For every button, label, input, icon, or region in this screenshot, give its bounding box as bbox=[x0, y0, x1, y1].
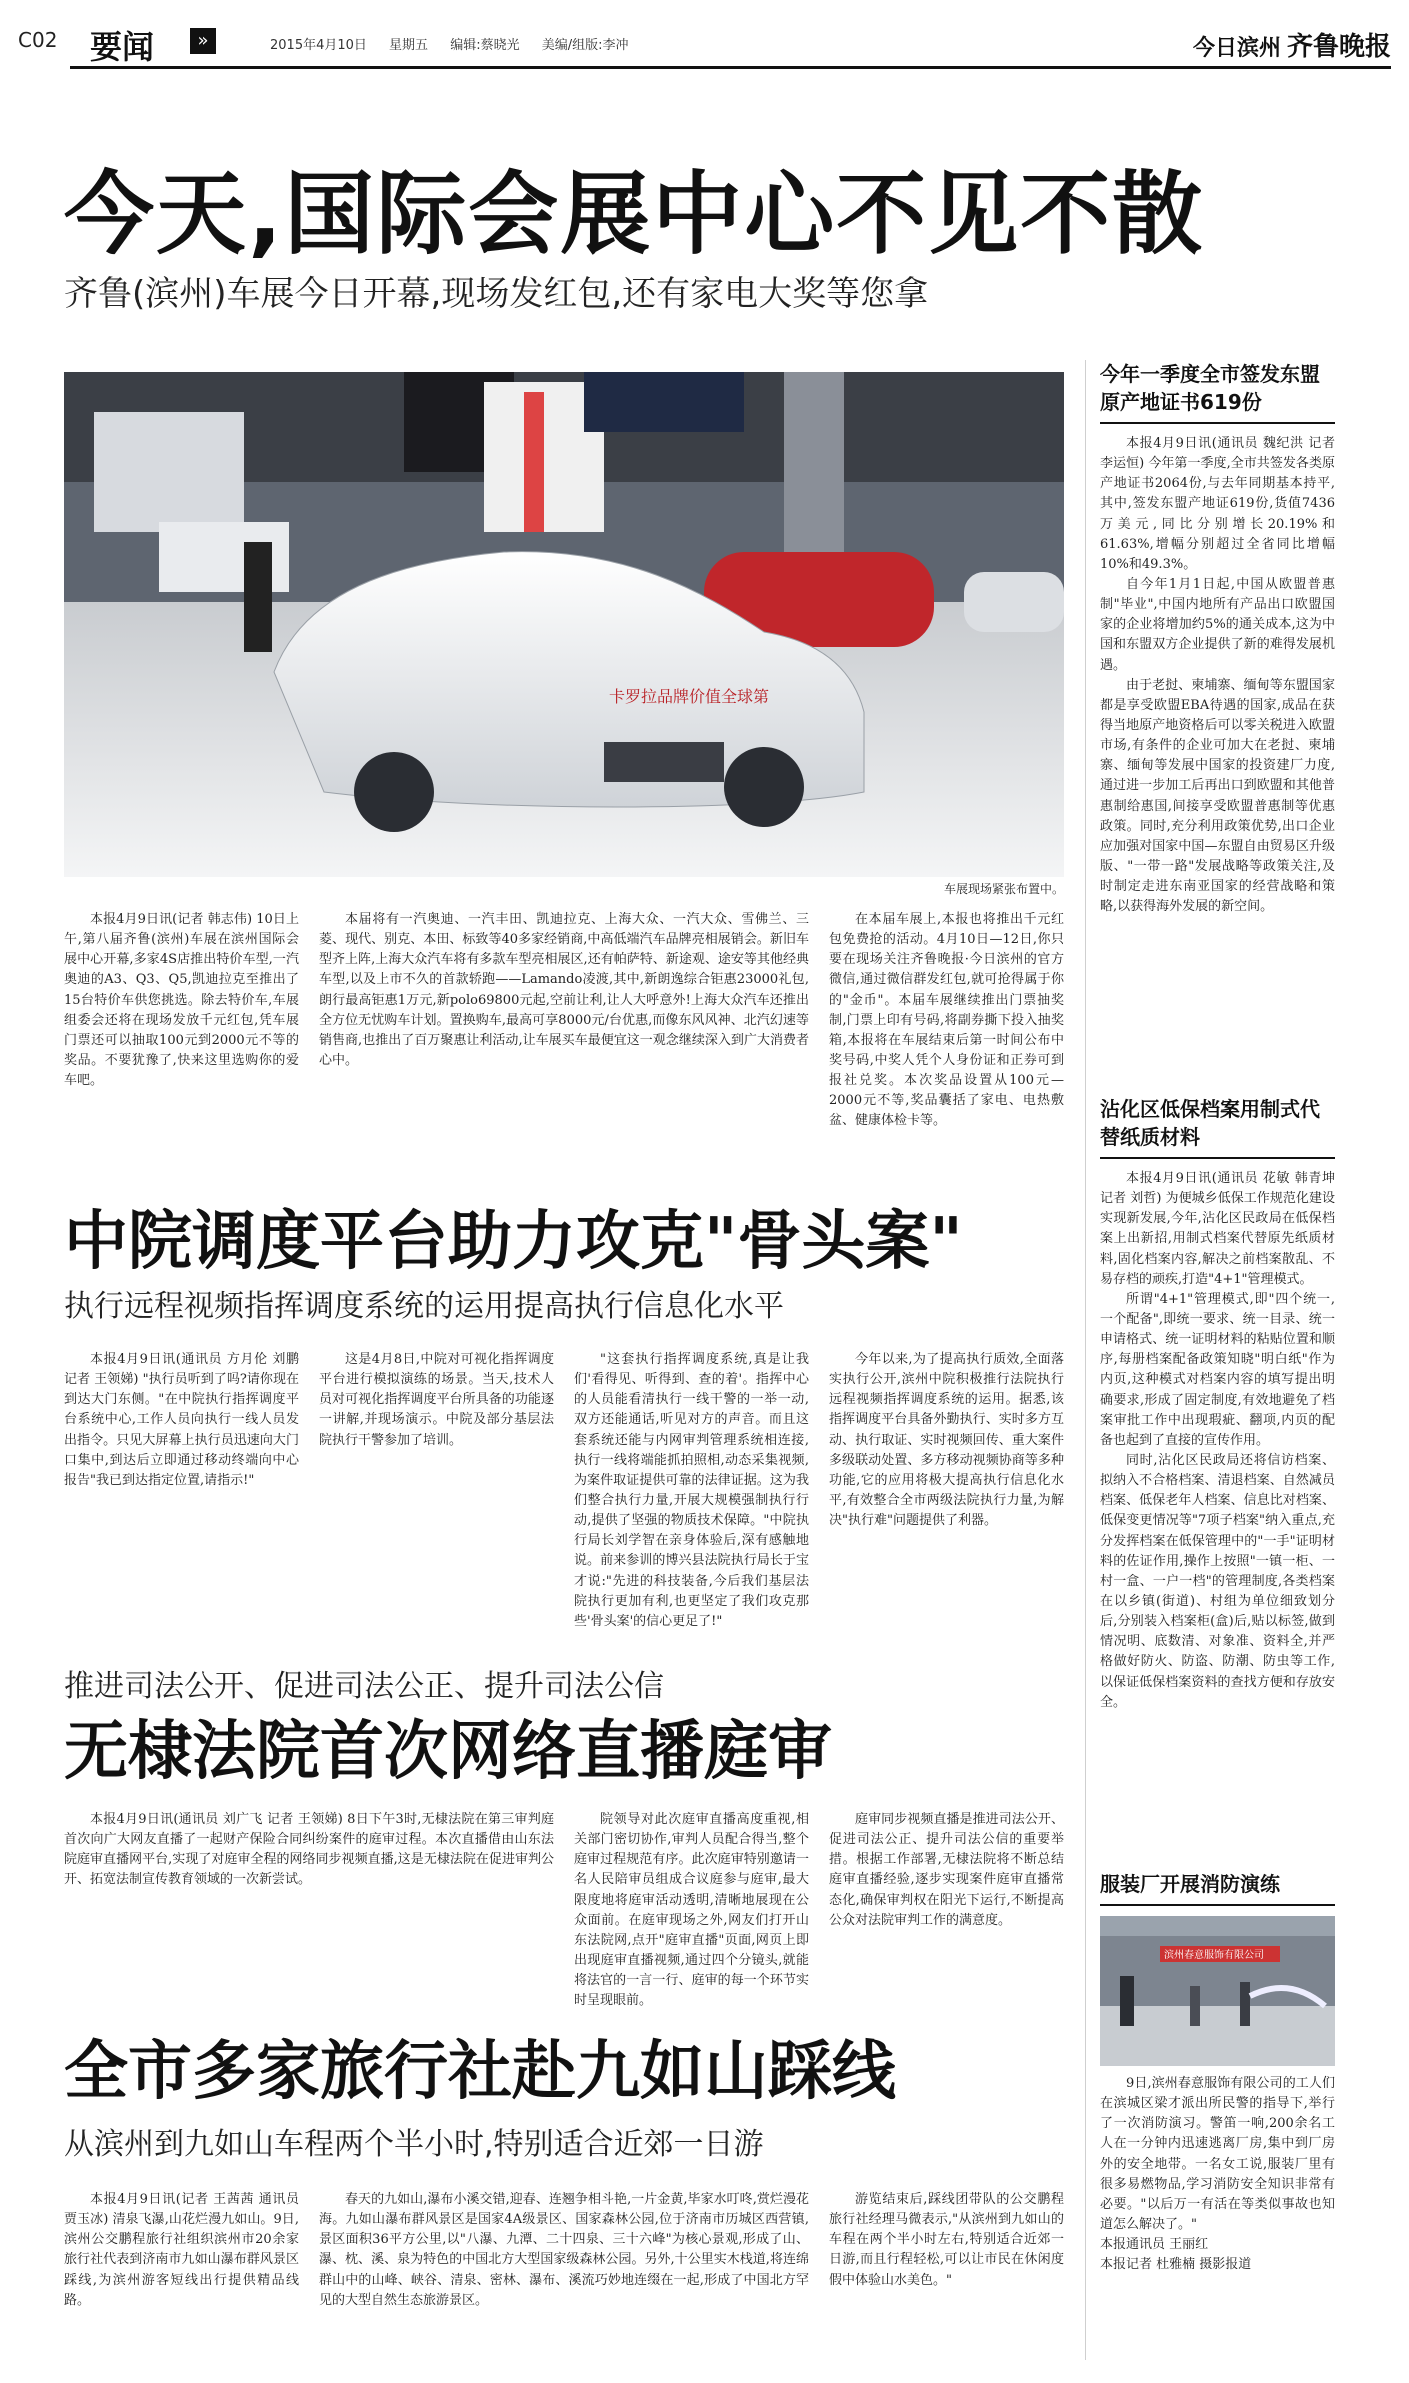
story4-headline: 全市多家旅行社赴九如山踩线 bbox=[64, 2035, 896, 2109]
factory-sign-text: 滨州春意服饰有限公司 bbox=[1164, 1950, 1264, 1961]
editor-credit: 编辑:蔡晓光 bbox=[450, 38, 520, 53]
story3-col bbox=[574, 1810, 809, 2010]
designer-credit: 美编/组版:李冲 bbox=[541, 38, 629, 53]
story4-col bbox=[64, 2190, 299, 2370]
story1-subhead: 齐鲁(滨州)车展今日开幕,现场发红包,还有家电大奖等您拿 bbox=[64, 274, 929, 314]
story1-para: 本届将有一汽奥迪、一汽丰田、凯迪拉克、上海大众、一汽大众、雪佛兰、三菱、现代、别克、本田、标致等40多家经销商,中高低端汽车品牌亮相展销会。新旧车型齐上阵,上海大众汽车将有多款车型亮相展区,还有帕萨特、新途观、途安等其他经典车型,以及上市不久的首款轿跑——Lamando凌渡,其中,新朗逸综合钜惠23000礼包,朗行最高钜惠1万元,新polo69800元起,空前让利,让人大呼意外!上海大众汽车还推出全方位无忧购车计划。置换购车,最高可享8000元/台优惠,而像东风风神、北汽幻速等销售商,也推出了百万聚惠让利活动,让车展买车最便宜这一观念继续深入到广大消费者心中。 bbox=[319, 912, 809, 1068]
story1-photo-caption: 车展现场紧张布置中。 bbox=[943, 882, 1064, 896]
story2-para: "这套执行指挥调度系统,真是让我们'看得见、听得到、查的着'。指挥中心的人员能看清执行一线干警的一举一动,双方还能通话,听见对方的声音。而且这套系统还能与内网审判管理系统相连接,执行一线将端能抓拍照相,动态采集视频,为案件取证提供可靠的法律证据。这为我们整合执行力量,开展大规模强制执行行动,提供了坚强的物质技术保障。"中院执行局长刘学智在亲身体验后,深有感触地说。前来参训的博兴县法院执行局长于宝才说:"先进的科技装备,今后我们基层法院执行更加有利,也更坚定了我们攻克那些'骨头案'的信心更足了!" bbox=[574, 1352, 809, 1629]
story2-col bbox=[319, 1350, 554, 1650]
fire-drill-illustration bbox=[1100, 1916, 1335, 2066]
side3-headline: 服装厂开展消防演练 bbox=[1100, 1872, 1280, 1896]
story3-body bbox=[64, 1810, 1064, 2010]
page-number: C02 bbox=[18, 28, 58, 52]
section-title: 要闻 bbox=[90, 28, 155, 66]
story4-subhead: 从滨州到九如山车程两个半小时,特别适合近郊一日游 bbox=[64, 2127, 764, 2162]
promo-sign-text: 卡罗拉品牌价值全球第 bbox=[609, 687, 770, 706]
side2-rule bbox=[1100, 1157, 1335, 1159]
newspaper-logo: 齐鲁晚报 bbox=[1286, 32, 1391, 62]
car-show-illustration bbox=[64, 372, 1064, 877]
brand bbox=[1193, 26, 1391, 63]
page-header bbox=[0, 0, 1409, 70]
side3-credit2: 本报记者 杜雅楠 摄影报道 bbox=[1100, 2257, 1252, 2273]
side1-rule bbox=[1100, 422, 1335, 424]
section-arrow-icon: » bbox=[190, 28, 216, 54]
side1-headline: 今年一季度全市签发东盟原产地证书619份 bbox=[1100, 362, 1320, 414]
story3-para: 院领导对此次庭审直播高度重视,相关部门密切协作,审判人员配合得当,整个庭审过程规范有序。此次庭审特别邀请一名人民陪审员组成合议庭参与庭审,最大限度地将庭审活动透明,清晰地展现在公众面前。在庭审现场之外,网友们打开山东法院网,点开"庭审直播"页面,网页上即出现庭审直播视频,通过四个分镜头,就能将法官的一言一行、庭审的每一个环节实时呈现眼前。 bbox=[574, 1812, 809, 2009]
side2-para: 所谓"4+1"管理模式,即"四个统一,一个配备",即统一要求、统一目录、统一申请格式、统一证明材料的粘贴位置和顺序,每册档案配备政策知晓"明白纸"作为内页,这种模式对档案内容的填写提出明确要求,形成了固定制度,有效地避免了档案审批工作中出现瑕疵、翻项,内页的配备也起到了直接的宣传作用。 bbox=[1100, 1291, 1335, 1448]
story4-col bbox=[829, 2190, 1064, 2370]
story4-para: 春天的九如山,瀑布小溪交错,迎春、连翘争相斗艳,一片金黄,毕家水叮咚,赏烂漫花海。九如山瀑布群风景区是国家4A级景区、国家森林公园,位于济南市历城区西营镇,景区面积36平方公里,以"八瀑、九潭、二十四泉、三十六峰"为核心景观,形成了山、瀑、枕、溪、泉为特色的中国北方大型国家级森林公园。另外,十公里实木栈道,将连绵群山中的山峰、峡谷、清泉、密林、瀑布、溪流巧妙地连缀在一起,形成了中国北方罕见的大型自然生态旅游景区。 bbox=[319, 2192, 809, 2308]
column-divider bbox=[1085, 360, 1086, 2360]
story1-para: 在本届车展上,本报也将推出千元红包免费抢的活动。4月10日—12日,你只要在现场关注齐鲁晚报·今日滨州的官方微信,通过微信群发红包,就可抢得属于你的"金币"。本届车展继续推出门票抽奖制,门票上印有号码,将副券撕下投入抽奖箱,本报将在车展结束后第一时间公布中奖号码,中奖人凭个人身份证和正券可到报社兑奖。本次奖品设置从100元—2000元不等,奖品囊括了家电、电热敷盆、健康体检卡等。 bbox=[829, 912, 1064, 1129]
story1-body bbox=[64, 910, 1064, 1190]
story2-para: 这是4月8日,中院对可视化指挥调度平台进行模拟演练的场景。当天,技术人员对可视化指挥调度平台所具备的功能逐一讲解,并现场演示。中院及部分基层法院执行干警参加了培训。 bbox=[319, 1352, 554, 1448]
side3-rule bbox=[1100, 1904, 1335, 1906]
story2-col bbox=[829, 1350, 1064, 1650]
side1-para: 由于老挝、柬埔寨、缅甸等东盟国家都是享受欧盟EBA待遇的国家,成品在获得当地原产地资格后可以零关税进入欧盟市场,有条件的企业可加大在老挝、柬埔寨、缅甸等发展中国家的投资建厂力度,通过进一步加工后再出口到欧盟和其他普惠制给惠国,间接享受欧盟普惠制等优惠政策。同时,充分利用政策优势,出口企业应加强对国家中国—东盟自由贸易区升级版、"一带一路"发展战略等政策关注,及时制定走进东南亚国家的经营战略和策略,以获得海外发展的新空间。 bbox=[1100, 677, 1335, 915]
story2-col bbox=[64, 1350, 299, 1650]
story1-col3 bbox=[829, 910, 1064, 1190]
story2-para: 今年以来,为了提高执行质效,全面落实执行公开,滨州中院积极推行法院执行远程视频指挥调度系统的运用。据悉,该指挥调度平台具备外勤执行、实时多方互动、执行取证、实时视频回传、重大案件多级联动处置、多方移动视频协商等多种功能,它的应用将极大提高执行信息化水平,有效整合全市两级法院执行力量,为解决"执行难"问题提供了利器。 bbox=[829, 1352, 1064, 1529]
header-rule bbox=[70, 66, 1391, 69]
story3-para: 庭审同步视频直播是推进司法公开、促进司法公正、提升司法公信的重要举措。根据工作部署,无棣法院将不断总结庭审直播经验,逐步实现案件庭审直播常态化,确保审判权在阳光下运行,不断提高公众对法院审判工作的满意度。 bbox=[829, 1812, 1064, 1928]
issue-weekday: 星期五 bbox=[389, 38, 429, 53]
story2-body bbox=[64, 1350, 1064, 1650]
story3-headline: 无棣法院首次网络直播庭审 bbox=[64, 1715, 832, 1789]
story1-col1 bbox=[64, 910, 299, 1190]
side2-para: 同时,沾化区民政局还将信访档案、拟纳入不合格档案、清退档案、自然减员档案、低保老年人档案、信息比对档案、低保变更情况等"7项子档案"纳入重点,充分发挥档案在低保管理中的"一手"证明材料的佐证作用,操作上按照"一镇一柜、一村一盒、一户一档"的管理制度,各类档案在以乡镇(街道)、村组为单位细致划分后,分别装入档案柜(盒)后,贴以标签,做到情况明、底数清、对象准、资料全,并严格做好防火、防盗、防潮、防虫等工作,以保证低保档案资料的查找方便和存放安全。 bbox=[1100, 1452, 1335, 1710]
story4-col bbox=[319, 2190, 809, 2370]
story1-col2 bbox=[319, 910, 809, 1190]
story4-para: 游览结束后,踩线团带队的公交鹏程旅行社经理马微表示,"从滨州到九如山的车程在两个半小时左右,特别适合近郊一日游,而且行程轻松,可以让市民在休闲度假中体验山水美色。" bbox=[829, 2192, 1064, 2288]
side1-para: 本报4月9日讯(通讯员 魏纪洪 记者 李运恒) 今年第一季度,全市共签发各类原产地证书2064份,与去年同期基本持平,其中,签发东盟产地证619份,货值7436万美元,同比分别增长20.19%和61.63%,增幅分别超过全省同比增幅10%和49.3%。 bbox=[1100, 436, 1335, 572]
side-story1 bbox=[1100, 360, 1335, 917]
story3-col bbox=[829, 1810, 1064, 2010]
story1-para: 本报4月9日讯(记者 韩志伟) 10日上午,第八届齐鲁(滨州)车展在滨州国际会展中心开幕,多家4S店推出特价车型,一汽奥迪的A3、Q3、Q5,凯迪拉克至推出了15台特价车供您挑选。除去特价车,车展组委会还将在现场发放千元红包,凭车展门票还可以抽取100元到2000元不等的奖品。不要犹豫了,快来这里选购你的爱车吧。 bbox=[64, 912, 299, 1089]
story2-col bbox=[574, 1350, 809, 1650]
side-story3 bbox=[1100, 1870, 1335, 2275]
story3-col bbox=[64, 1810, 554, 2010]
fire-drill-photo bbox=[1100, 1916, 1335, 2066]
side2-para: 本报4月9日讯(通讯员 花敏 韩青坤 记者 刘哲) 为便城乡低保工作规范化建设实现新发展,今年,沾化区民政局在低保档案上出新招,用制式档案代替原先纸质材料,固化档案内容,解决之前档案散乱、不易存档的顽疾,打造"4+1"管理模式。 bbox=[1100, 1171, 1335, 1287]
side1-body bbox=[1100, 434, 1335, 917]
story2-para: 本报4月9日讯(通讯员 方月伦 刘鹏 记者 王领娣) "执行员听到了吗?请你现在到达大门东侧。"在中院执行指挥调度平台系统中心,工作人员向执行一线人员发出指令。只见大屏幕上执行员迅速向大门口集中,到达后立即通过移动终端向中心报告"我已到达指定位置,请指示!" bbox=[64, 1352, 299, 1488]
issue-date: 2015年4月10日 bbox=[270, 38, 367, 53]
header-meta bbox=[270, 34, 647, 53]
story4-body bbox=[64, 2190, 1064, 2370]
story3-para: 本报4月9日讯(通讯员 刘广飞 记者 王领娣) 8日下午3时,无棣法院在第三审判庭首次向广大网友直播了一起财产保险合同纠纷案件的庭审过程。本次直播借由山东法院庭审直播网平台,实现了对庭审全程的网络同步视频直播,这是无棣法院在促进审判公开、拓宽法制宣传教育领域的一次新尝试。 bbox=[64, 1812, 554, 1888]
story1-headline: 今天,国际会展中心不见不散 bbox=[64, 162, 1205, 267]
side1-para: 自今年1月1日起,中国从欧盟普惠制"毕业",中国内地所有产品出口欧盟国家的企业将增加约5%的通关成本,这为中国和东盟双方企业提供了新的难得发展机遇。 bbox=[1100, 576, 1335, 673]
side2-headline: 沾化区低保档案用制式代替纸质材料 bbox=[1100, 1097, 1320, 1149]
story2-headline: 中院调度平台助力攻克"骨头案" bbox=[64, 1205, 963, 1279]
story3-kicker: 推进司法公开、促进司法公正、提升司法公信 bbox=[64, 1669, 664, 1704]
side3-body bbox=[1100, 2074, 1335, 2275]
car-show-photo bbox=[64, 372, 1064, 877]
side2-body bbox=[1100, 1169, 1335, 1713]
story2-subhead: 执行远程视频指挥调度系统的运用提高执行信息化水平 bbox=[64, 1289, 784, 1324]
side-story2 bbox=[1100, 1095, 1335, 1713]
brand-section: 今日滨州 bbox=[1192, 36, 1281, 61]
story4-para: 本报4月9日讯(记者 王茜茜 通讯员 贾玉冰) 清泉飞瀑,山花烂漫九如山。9日,滨州公交鹏程旅行社组织滨州市20余家旅行社代表到济南市九如山瀑布群风景区踩线,为滨州游客短线出行提供精品线路。 bbox=[64, 2192, 299, 2308]
side3-para: 9日,滨州春意服饰有限公司的工人们在滨城区梁才派出所民警的指导下,举行了一次消防演习。警笛一响,200余名工人在一分钟内迅速逃离厂房,集中到厂房外的安全地带。一名女工说,服装厂里有很多易燃物品,学习消防安全知识非常有必要。"以后万一有活在等类似事故也知道怎么解决了。" bbox=[1100, 2076, 1335, 2232]
side3-credit1: 本报通讯员 王丽红 bbox=[1100, 2237, 1209, 2253]
